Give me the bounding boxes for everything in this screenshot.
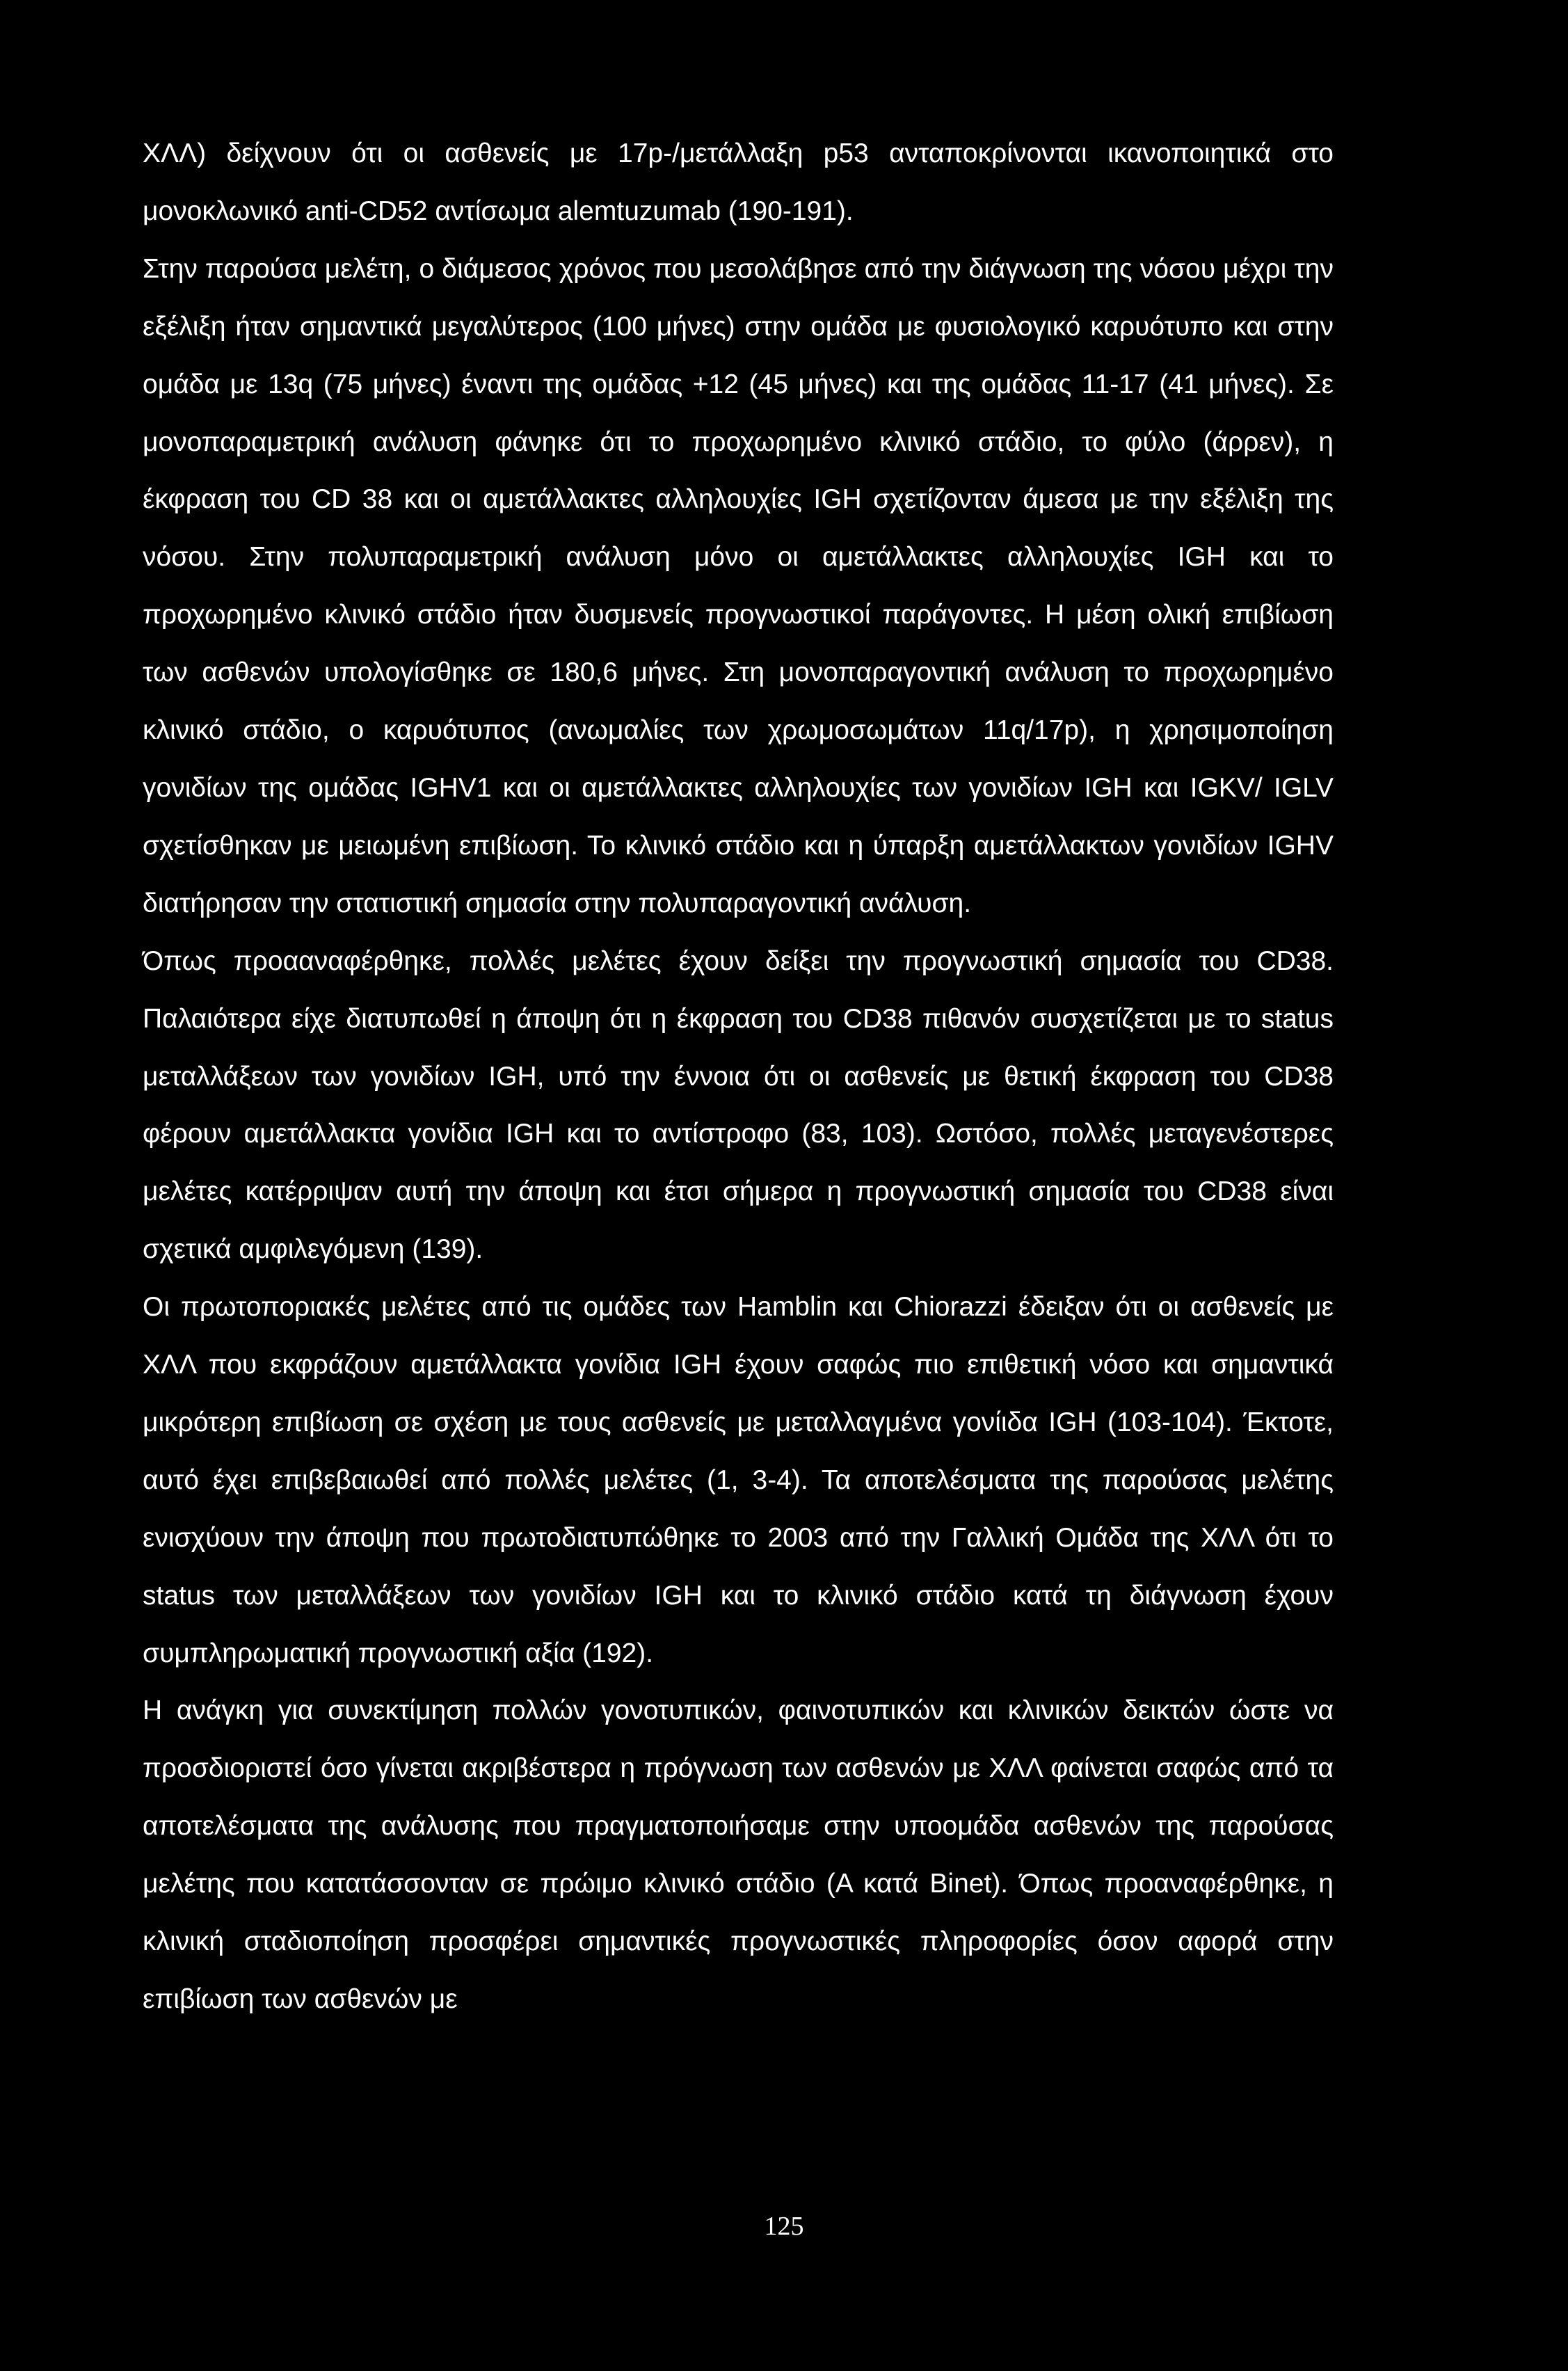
paragraph-1: ΧΛΛ) δείχνουν ότι οι ασθενείς με 17p-/μετάλλαξη p53 ανταποκρίνονται ικανοποιητικά στο μονοκλωνικό anti-CD52 αντίσωμα alemtuzumab (190-191). — [143, 138, 1334, 226]
paragraph-3: Όπως προααναφέρθηκε, πολλές μελέτες έχουν δείξει την προγνωστική σημασία του CD38. Παλαιότερα είχε διατυπωθεί η άποψη ότι η έκφραση του CD38 πιθανόν συσχετίζεται με το status μεταλλάξεων των γονιδίων IGH, υπό την έννοια ότι οι ασθενείς με θετική έκφραση του CD38 φέρουν αμετάλλακτα γονίδια IGH και το αντίστροφο (83, 103). Ωστόσο, πολλές μεταγενέστερες μελέτες κατέρριψαν αυτή την άποψη και έτσι σήμερα η προγνωστική σημασία του CD38 είναι σχετικά αμφιλεγόμενη (139). — [143, 945, 1334, 1265]
paragraph-4: Οι πρωτοποριακές μελέτες από τις ομάδες των Hamblin και Chiorazzi έδειξαν ότι οι ασθενείς με ΧΛΛ που εκφράζουν αμετάλλακτα γονίδια IGH έχουν σαφώς πιο επιθετική νόσο και σημαντικά μικρότερη επιβίωση σε σχέση με τους ασθενείς με μεταλλαγμένα γονίιδα IGH (103-104). Έκτοτε, αυτό έχει επιβεβαιωθεί από πολλές μελέτες (1, 3-4). Τα αποτελέσματα της παρούσας μελέτης ενισχύουν την άποψη που πρωτοδιατυπώθηκε το 2003 από την Γαλλική Ομάδα της ΧΛΛ ότι το status των μεταλλάξεων των γονιδίων IGH και το κλινικό στάδιο κατά τη διάγνωση έχουν συμπληρωματική προγνωστική αξία (192). — [143, 1292, 1334, 1668]
body-text — [143, 125, 1334, 2029]
page-number: 125 — [764, 2212, 804, 2241]
paragraph-2: Στην παρούσα μελέτη, ο διάμεσος χρόνος που μεσολάβησε από την διάγνωση της νόσου μέχρι την εξέλιξη ήταν σημαντικά μεγαλύτερος (100 μήνες) στην ομάδα με φυσιολογικό καρυότυπο και στην ομάδα με 13q (75 μήνες) έναντι της ομάδας +12 (45 μήνες) και της ομάδας 11-17 (41 μήνες). Σε μονοπαραμετρική ανάλυση φάνηκε ότι το προχωρημένο κλινικό στάδιο, το φύλο (άρρεν), η έκφραση του CD 38 και οι αμετάλλακτες αλληλουχίες IGH σχετίζονταν άμεσα με την εξέλιξη της νόσου. Στην πολυπαραμετρική ανάλυση μόνο οι αμετάλλακτες αλληλουχίες IGH και το προχωρημένο κλινικό στάδιο ήταν δυσμενείς προγνωστικοί παράγοντες. Η μέση ολική επιβίωση των ασθενών υπολογίσθηκε σε 180,6 μήνες. Στη μονοπαραγοντική ανάλυση το προχωρημένο κλινικό στάδιο, ο καρυότυπος (ανωμαλίες των χρωμοσωμάτων 11q/17p), η χρησιμοποίηση γονιδίων της ομάδας IGHV1 και οι αμετάλλακτες αλληλουχίες των γονιδίων IGH και IGKV/ IGLV σχετίσθηκαν με μειωμένη επιβίωση. Το κλινικό στάδιο και η ύπαρξη αμετάλλακτων γονιδίων IGHV διατήρησαν την στατιστική σημασία στην πολυπαραγοντική ανάλυση. — [143, 253, 1334, 918]
paragraph-5: Η ανάγκη για συνεκτίμηση πολλών γονοτυπικών, φαινοτυπικών και κλινικών δεικτών ώστε να προσδιοριστεί όσο γίνεται ακριβέστερα η πρόγνωση των ασθενών με ΧΛΛ φαίνεται σαφώς από τα αποτελέσματα της ανάλυσης που πραγματοποιήσαμε στην υποομάδα ασθενών της παρούσας μελέτης που κατατάσσονταν σε πρώιμο κλινικό στάδιο (Α κατά Binet). Όπως προαναφέρθηκε, η κλινική σταδιοποίηση προσφέρει σημαντικές προγνωστικές πληροφορίες όσον αφορά στην επιβίωση των ασθενών με — [143, 1695, 1334, 2014]
